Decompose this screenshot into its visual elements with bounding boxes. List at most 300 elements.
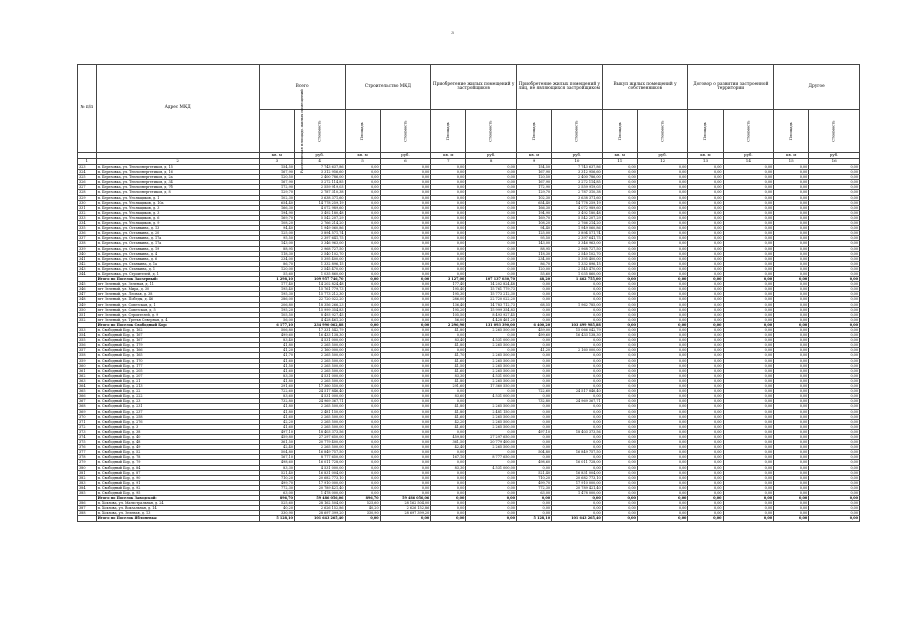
value-cell: 0,00 bbox=[345, 215, 380, 220]
value-cell: 0,00 bbox=[688, 190, 723, 195]
value-cell: 154,50 bbox=[516, 165, 551, 170]
value-cell: 0,00 bbox=[345, 185, 380, 190]
value-cell: 361,50 bbox=[259, 440, 294, 445]
value-cell: 525,60 bbox=[345, 501, 380, 506]
value-cell: 3 312 956,60 bbox=[294, 170, 345, 175]
value-cell: 0,00 bbox=[774, 455, 809, 460]
value-cell: 41,20 bbox=[516, 348, 551, 353]
value-cell: 2 265 500,00 bbox=[466, 419, 517, 424]
address-cell: п. Березовка, ул. Станкина, д. 1а bbox=[96, 261, 259, 266]
value-cell: 41,60 bbox=[259, 358, 294, 363]
value-cell: 4 428 461,20 bbox=[294, 317, 345, 322]
subtotal-label-cell: Итого по Поселок Яблоневка: bbox=[96, 516, 259, 521]
value-cell: 14 778 259,19 bbox=[294, 200, 345, 205]
unit-cell: кв. м bbox=[602, 153, 637, 159]
value-cell: 0,00 bbox=[723, 389, 774, 394]
value-cell: 0,00 bbox=[380, 328, 431, 333]
value-cell: 0,00 bbox=[809, 434, 860, 439]
value-cell: 0,00 bbox=[602, 516, 637, 521]
value-cell: 108,20 bbox=[259, 221, 294, 226]
value-cell: 0,00 bbox=[774, 363, 809, 368]
value-cell: 0,00 bbox=[431, 399, 466, 404]
value-cell: 504,80 bbox=[259, 450, 294, 455]
value-cell: 0,00 bbox=[637, 215, 688, 220]
value-cell: 0,00 bbox=[809, 414, 860, 419]
value-cell: 0,00 bbox=[552, 409, 603, 414]
value-cell: 0,00 bbox=[774, 496, 809, 501]
value-cell: 0,00 bbox=[774, 414, 809, 419]
row-number-cell: 353 bbox=[78, 328, 97, 333]
value-cell: 0,00 bbox=[466, 251, 517, 256]
value-cell: 0,00 bbox=[431, 175, 466, 180]
value-cell: 0,00 bbox=[552, 292, 603, 297]
value-cell: 4 531 000,00 bbox=[466, 373, 517, 378]
value-cell: 0,00 bbox=[431, 205, 466, 210]
value-cell: 1 962 785,00 bbox=[552, 302, 603, 307]
value-cell: 0,00 bbox=[431, 180, 466, 185]
value-cell: 0,00 bbox=[774, 338, 809, 343]
page-number: 3 bbox=[451, 30, 454, 35]
value-cell: 0,00 bbox=[637, 190, 688, 195]
value-cell: 0,00 bbox=[380, 480, 431, 485]
value-cell: 0,00 bbox=[688, 399, 723, 404]
row-number-cell: 362 bbox=[78, 373, 97, 378]
value-cell: 0,00 bbox=[602, 358, 637, 363]
value-cell: 0,00 bbox=[723, 348, 774, 353]
value-cell: 0,00 bbox=[723, 226, 774, 231]
unit-cell: руб. bbox=[637, 153, 688, 159]
value-cell: 0,00 bbox=[466, 491, 517, 496]
value-cell: 0,00 bbox=[688, 424, 723, 429]
value-cell: 0,00 bbox=[380, 200, 431, 205]
value-cell: 0,00 bbox=[774, 389, 809, 394]
value-cell: 3 492 180,48 bbox=[552, 210, 603, 215]
value-cell: 2 265 500,00 bbox=[466, 414, 517, 419]
value-cell: 0,00 bbox=[431, 501, 466, 506]
value-cell: 0,00 bbox=[516, 409, 551, 414]
row-number-cell: 337 bbox=[78, 236, 97, 241]
value-cell: 0,00 bbox=[723, 434, 774, 439]
value-cell: 0,00 bbox=[602, 312, 637, 317]
value-cell: 0,00 bbox=[431, 190, 466, 195]
value-cell: 0,00 bbox=[602, 460, 637, 465]
value-cell: 0,00 bbox=[723, 322, 774, 327]
value-cell: 3 638 371,60 bbox=[552, 195, 603, 200]
value-cell: 172,90 bbox=[259, 185, 294, 190]
value-cell: 0,00 bbox=[552, 287, 603, 292]
value-cell: 0,00 bbox=[602, 200, 637, 205]
value-cell: 55,60 bbox=[516, 271, 551, 276]
value-cell: 3 638 371,60 bbox=[294, 195, 345, 200]
value-cell: 28 697 399,20 bbox=[380, 511, 431, 516]
value-cell: 0,00 bbox=[466, 480, 517, 485]
value-cell: 3 312 956,60 bbox=[552, 170, 603, 175]
value-cell: 1 332 896,15 bbox=[552, 261, 603, 266]
value-cell: 2 265 500,00 bbox=[294, 353, 345, 358]
value-cell: 0,00 bbox=[809, 363, 860, 368]
value-cell: 8 493 927,45 bbox=[294, 312, 345, 317]
value-cell: 0,00 bbox=[602, 328, 637, 333]
address-cell: п. Березовка, ул. Останкина, д. 17а bbox=[96, 241, 259, 246]
value-cell: 0,00 bbox=[602, 389, 637, 394]
row-number-cell: 363 bbox=[78, 378, 97, 383]
value-cell: 24 969 367,71 bbox=[294, 399, 345, 404]
value-cell: 18 403 373,56 bbox=[294, 429, 345, 434]
value-cell: 0,00 bbox=[466, 511, 517, 516]
value-cell: 0,00 bbox=[688, 180, 723, 185]
value-cell: 0,00 bbox=[431, 231, 466, 236]
value-cell: 0,00 bbox=[380, 378, 431, 383]
row-number-cell: 341 bbox=[78, 256, 97, 261]
value-cell: 0,00 bbox=[774, 511, 809, 516]
unit-cell: руб. bbox=[380, 153, 431, 159]
value-cell: 0,00 bbox=[552, 282, 603, 287]
value-cell: 0,00 bbox=[602, 440, 637, 445]
value-cell: 0,00 bbox=[431, 165, 466, 170]
value-cell: 18 403 373,56 bbox=[552, 429, 603, 434]
value-cell: 0,00 bbox=[688, 470, 723, 475]
value-cell: 143,00 bbox=[259, 241, 294, 246]
value-cell: 732,80 bbox=[259, 399, 294, 404]
value-cell: 0,00 bbox=[774, 485, 809, 490]
row-number-cell: 368 bbox=[78, 404, 97, 409]
value-cell: 0,00 bbox=[774, 215, 809, 220]
value-cell: 0,00 bbox=[602, 384, 637, 389]
address-cell: п. Свободный Бор, д. 49 bbox=[96, 445, 259, 450]
value-cell: 0,00 bbox=[602, 485, 637, 490]
value-cell: 14 202 824,48 bbox=[466, 282, 517, 287]
value-cell: 0,00 bbox=[637, 221, 688, 226]
value-cell: 0,00 bbox=[552, 419, 603, 424]
value-cell: 0,00 bbox=[723, 485, 774, 490]
value-cell: 0,00 bbox=[774, 501, 809, 506]
value-cell: 0,00 bbox=[602, 302, 637, 307]
value-cell: 20 779 400,00 bbox=[466, 440, 517, 445]
value-cell: 169,70 bbox=[516, 215, 551, 220]
value-cell: 2 968 727,50 bbox=[552, 246, 603, 251]
value-cell: 0,00 bbox=[809, 246, 860, 251]
value-cell: 0,00 bbox=[602, 266, 637, 271]
value-cell: 16 433 138,30 bbox=[294, 333, 345, 338]
value-cell: 0,00 bbox=[723, 180, 774, 185]
value-cell: 0,00 bbox=[602, 491, 637, 496]
value-cell: 0,00 bbox=[774, 404, 809, 409]
value-cell: 0,00 bbox=[688, 389, 723, 394]
value-cell: 48,20 bbox=[516, 277, 551, 282]
value-cell: 0,00 bbox=[345, 180, 380, 185]
value-cell: 0,00 bbox=[466, 389, 517, 394]
value-cell: 330,90 bbox=[259, 511, 294, 516]
value-cell: 0,00 bbox=[637, 236, 688, 241]
value-cell: 0,00 bbox=[431, 266, 466, 271]
value-cell: 0,00 bbox=[688, 363, 723, 368]
value-cell: 0,00 bbox=[637, 394, 688, 399]
row-number-cell: 334 bbox=[78, 221, 97, 226]
value-cell: 0,00 bbox=[552, 358, 603, 363]
value-cell: 0,00 bbox=[809, 429, 860, 434]
value-cell: 0,00 bbox=[466, 241, 517, 246]
value-cell: 0,00 bbox=[602, 175, 637, 180]
value-cell: 0,00 bbox=[380, 389, 431, 394]
value-cell: 0,00 bbox=[516, 404, 551, 409]
value-cell: 0,00 bbox=[380, 317, 431, 322]
value-cell: 0,00 bbox=[380, 450, 431, 455]
value-cell: 4 531 000,00 bbox=[294, 394, 345, 399]
value-cell: 3 492 180,48 bbox=[294, 210, 345, 215]
value-cell: 125,00 bbox=[259, 231, 294, 236]
address-cell: п. Березовка, ул. Останкина, д. 6 bbox=[96, 256, 259, 261]
value-cell: 0,00 bbox=[637, 271, 688, 276]
value-cell: 83,30 bbox=[259, 373, 294, 378]
value-cell: 0,00 bbox=[602, 221, 637, 226]
value-cell: 0,00 bbox=[431, 389, 466, 394]
value-cell: 0,00 bbox=[688, 480, 723, 485]
value-cell: 0,00 bbox=[466, 210, 517, 215]
value-cell: 0,00 bbox=[380, 394, 431, 399]
value-cell: 0,00 bbox=[431, 516, 466, 521]
value-cell: 0,00 bbox=[774, 241, 809, 246]
address-cell: п. Свободный Бор, д. 48 bbox=[96, 440, 259, 445]
value-cell: 0,00 bbox=[637, 389, 688, 394]
value-cell: 0,00 bbox=[723, 221, 774, 226]
value-cell: 0,00 bbox=[516, 501, 551, 506]
value-cell: 2 265 500,00 bbox=[466, 424, 517, 429]
value-cell: 94,40 bbox=[516, 226, 551, 231]
column-number: 12 bbox=[637, 159, 688, 165]
address-cell: п. Свободный Бор, д. 38 bbox=[96, 429, 259, 434]
value-cell: 1 035 860,00 bbox=[552, 271, 603, 276]
value-cell: 2 397 641,75 bbox=[294, 236, 345, 241]
value-cell: 0,00 bbox=[516, 455, 551, 460]
value-cell: 0,00 bbox=[637, 165, 688, 170]
value-cell: 0,00 bbox=[774, 256, 809, 261]
value-cell: 0,00 bbox=[516, 373, 551, 378]
value-cell: 41,80 bbox=[259, 343, 294, 348]
column-number: 15 bbox=[774, 159, 809, 165]
value-cell: 88,95 bbox=[516, 246, 551, 251]
value-cell: 0,00 bbox=[466, 271, 517, 276]
value-cell: 0,00 bbox=[466, 226, 517, 231]
value-cell: 5 128,10 bbox=[259, 516, 294, 521]
value-cell: 0,00 bbox=[637, 246, 688, 251]
address-cell: п. Березовка, ул. Угольщиков, д. 1 bbox=[96, 195, 259, 200]
value-cell: 0,00 bbox=[723, 475, 774, 480]
value-cell: 7 743 637,86 bbox=[294, 165, 345, 170]
value-cell: 0,00 bbox=[688, 450, 723, 455]
value-cell: 0,00 bbox=[688, 195, 723, 200]
value-cell: 0,00 bbox=[774, 175, 809, 180]
row-number-cell: 381 bbox=[78, 470, 97, 475]
value-cell: 0,00 bbox=[723, 409, 774, 414]
unit-cell: руб. bbox=[809, 153, 860, 159]
value-cell: 0,00 bbox=[774, 302, 809, 307]
value-cell: 0,00 bbox=[345, 373, 380, 378]
value-cell: 0,00 bbox=[723, 455, 774, 460]
address-cell: п. Свободный Бор, д. 79 bbox=[96, 460, 259, 465]
value-cell: 2 766 214,20 bbox=[294, 221, 345, 226]
value-cell: 0,00 bbox=[809, 251, 860, 256]
address-cell: пгт Зеленый, ул. Мира, д. 30 bbox=[96, 287, 259, 292]
value-cell: 0,00 bbox=[809, 358, 860, 363]
value-cell: 0,00 bbox=[688, 292, 723, 297]
value-cell: 0,00 bbox=[602, 251, 637, 256]
row-number-cell: 373 bbox=[78, 429, 97, 434]
value-cell: 0,00 bbox=[380, 175, 431, 180]
value-cell: 0,00 bbox=[688, 358, 723, 363]
value-cell: 3 272 114,85 bbox=[552, 180, 603, 185]
value-cell: 0,00 bbox=[809, 297, 860, 302]
value-cell: 1 462 755,00 bbox=[552, 277, 603, 282]
unit-cell: кв. м bbox=[431, 153, 466, 159]
value-cell: 0,00 bbox=[688, 353, 723, 358]
value-cell: 0,00 bbox=[431, 475, 466, 480]
value-cell: 0,00 bbox=[380, 292, 431, 297]
value-cell: 0,00 bbox=[774, 333, 809, 338]
value-cell: 0,00 bbox=[809, 175, 860, 180]
value-cell: 0,00 bbox=[637, 445, 688, 450]
value-cell: 0,00 bbox=[774, 424, 809, 429]
value-cell: 63,00 bbox=[259, 491, 294, 496]
value-cell: 15 999 354,83 bbox=[294, 307, 345, 312]
address-cell: п. Свободный Бор, д. 162 bbox=[96, 328, 259, 333]
value-cell: 0,00 bbox=[516, 506, 551, 511]
value-cell: 0,00 bbox=[602, 404, 637, 409]
value-cell: 2 397 641,75 bbox=[552, 236, 603, 241]
value-cell: 0,00 bbox=[774, 475, 809, 480]
value-cell: 0,00 bbox=[380, 251, 431, 256]
value-cell: 102,30 bbox=[259, 195, 294, 200]
value-cell: 0,00 bbox=[809, 445, 860, 450]
value-cell: 0,00 bbox=[688, 348, 723, 353]
value-cell: 0,00 bbox=[345, 312, 380, 317]
address-cell: пгт Зеленый, ул. Победы, д. 46 bbox=[96, 297, 259, 302]
value-cell: 0,00 bbox=[516, 496, 551, 501]
value-cell: 0,00 bbox=[637, 297, 688, 302]
value-cell: 0,00 bbox=[688, 368, 723, 373]
value-cell: 0,00 bbox=[380, 287, 431, 292]
row-number-cell: 379 bbox=[78, 460, 97, 465]
column-number: 2 bbox=[96, 159, 259, 165]
value-cell: 0,00 bbox=[688, 200, 723, 205]
value-cell: 0,00 bbox=[345, 287, 380, 292]
row-number-cell: 364 bbox=[78, 384, 97, 389]
value-cell: 0,00 bbox=[688, 419, 723, 424]
value-cell: 0,00 bbox=[516, 307, 551, 312]
value-cell: 0,00 bbox=[774, 384, 809, 389]
value-cell: 0,00 bbox=[723, 312, 774, 317]
value-cell: 0,00 bbox=[431, 506, 466, 511]
value-cell: 0,00 bbox=[723, 266, 774, 271]
value-cell: 0,00 bbox=[552, 455, 603, 460]
value-cell: 0,00 bbox=[345, 251, 380, 256]
value-cell: 177,40 bbox=[259, 282, 294, 287]
value-cell: 0,00 bbox=[345, 450, 380, 455]
value-cell: 17 360 550,00 bbox=[466, 384, 517, 389]
value-cell: 2 787 310,38 bbox=[552, 190, 603, 195]
value-cell: 0,00 bbox=[723, 307, 774, 312]
value-cell: 177,40 bbox=[431, 282, 466, 287]
subheader-cost: Стоимость bbox=[723, 110, 774, 153]
value-cell: 0,00 bbox=[552, 363, 603, 368]
row-number-cell: 355 bbox=[78, 338, 97, 343]
value-cell: 0,00 bbox=[774, 450, 809, 455]
value-cell: 0,00 bbox=[688, 440, 723, 445]
value-cell: 0,00 bbox=[380, 475, 431, 480]
value-cell: 0,00 bbox=[688, 496, 723, 501]
value-cell: 0,00 bbox=[688, 241, 723, 246]
value-cell: 2 559 919,03 bbox=[294, 185, 345, 190]
value-cell: 0,00 bbox=[809, 226, 860, 231]
value-cell: 0,00 bbox=[602, 409, 637, 414]
value-cell: 0,00 bbox=[345, 210, 380, 215]
value-cell: 0,00 bbox=[380, 170, 431, 175]
value-cell: 7 743 637,86 bbox=[552, 165, 603, 170]
value-cell: 0,00 bbox=[809, 180, 860, 185]
value-cell: 154,50 bbox=[259, 165, 294, 170]
value-cell: 4 531 000,00 bbox=[466, 338, 517, 343]
column-number: 8 bbox=[466, 159, 517, 165]
value-cell: 0,00 bbox=[637, 506, 688, 511]
row-number-cell: 367 bbox=[78, 399, 97, 404]
value-cell: 0,00 bbox=[552, 384, 603, 389]
value-cell: 0,00 bbox=[688, 282, 723, 287]
value-cell: 0,00 bbox=[516, 287, 551, 292]
value-cell: 0,00 bbox=[637, 322, 688, 327]
value-cell: 0,00 bbox=[688, 384, 723, 389]
value-cell: 0,00 bbox=[688, 302, 723, 307]
value-cell: 41,80 bbox=[259, 378, 294, 383]
value-cell: 0,00 bbox=[723, 190, 774, 195]
value-cell: 41,80 bbox=[259, 404, 294, 409]
value-cell: 195,30 bbox=[259, 292, 294, 297]
value-cell: 20 779 400,00 bbox=[294, 440, 345, 445]
row-number-cell: 351 bbox=[78, 312, 97, 317]
value-cell: 0,00 bbox=[552, 440, 603, 445]
value-cell: 15 761 779,73 bbox=[294, 287, 345, 292]
value-cell: 0,00 bbox=[345, 353, 380, 358]
row-number-cell: 369 bbox=[78, 409, 97, 414]
value-cell: 41,60 bbox=[431, 414, 466, 419]
value-cell: 0,00 bbox=[380, 190, 431, 195]
value-cell: 195,40 bbox=[431, 287, 466, 292]
value-cell: 0,00 bbox=[466, 470, 517, 475]
value-cell: 2 626 152,86 bbox=[380, 506, 431, 511]
value-cell: 0,00 bbox=[380, 363, 431, 368]
value-cell: 0,00 bbox=[723, 215, 774, 220]
value-cell: 41,60 bbox=[259, 414, 294, 419]
row-number-cell: 352 bbox=[78, 317, 97, 322]
value-cell: 0,00 bbox=[380, 282, 431, 287]
value-cell: 0,00 bbox=[809, 450, 860, 455]
value-cell: 0,00 bbox=[345, 440, 380, 445]
subheader-cost: Стоимость bbox=[552, 110, 603, 153]
value-cell: 0,00 bbox=[345, 516, 380, 521]
value-cell: 0,00 bbox=[688, 506, 723, 511]
value-cell: 40,20 bbox=[259, 506, 294, 511]
row-number-cell: 346 bbox=[78, 287, 97, 292]
address-cell: п. Березовка, ул. Теплоэнергетиков, д. 16 bbox=[96, 170, 259, 175]
value-cell: 0,00 bbox=[774, 353, 809, 358]
value-cell: 0,00 bbox=[809, 205, 860, 210]
value-cell: 0,00 bbox=[380, 338, 431, 343]
address-cell: п. Свободный Бор, д. 276 bbox=[96, 419, 259, 424]
value-cell: 0,00 bbox=[345, 195, 380, 200]
value-cell: 0,00 bbox=[637, 373, 688, 378]
value-cell: 0,00 bbox=[552, 373, 603, 378]
value-cell: 0,00 bbox=[602, 434, 637, 439]
value-cell: 0,00 bbox=[809, 333, 860, 338]
value-cell: 0,00 bbox=[809, 384, 860, 389]
